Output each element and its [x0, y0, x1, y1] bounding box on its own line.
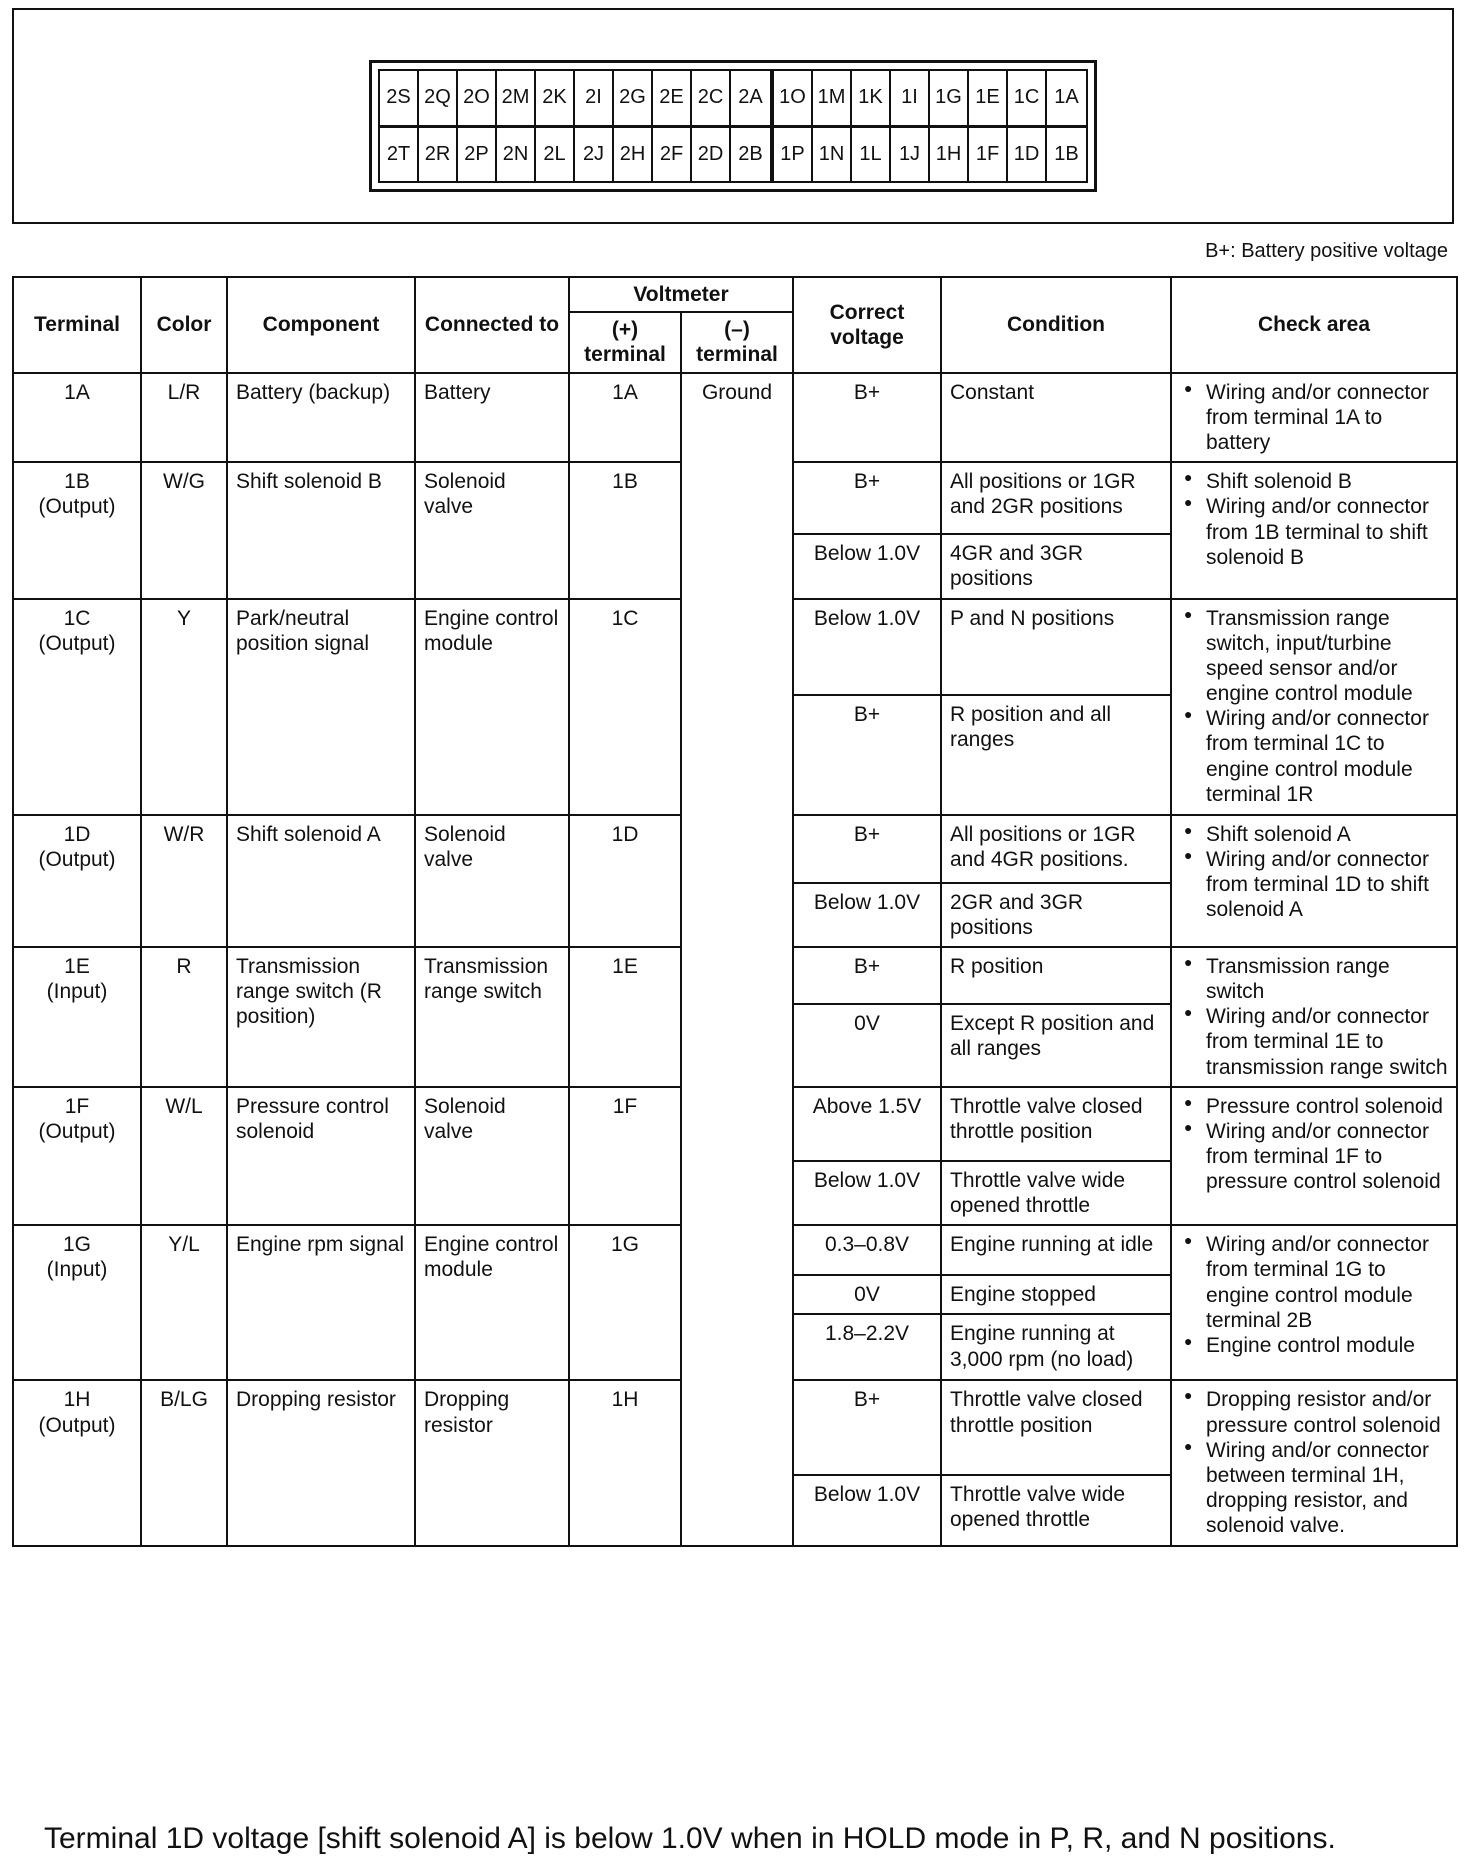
connector-pin: 1J: [891, 128, 930, 182]
connector-pin-grid: [378, 69, 1088, 183]
correct-voltage-cell: B+: [793, 1380, 941, 1475]
correct-voltage-cell: 1.8–2.2V: [793, 1314, 941, 1380]
connector-pin: 1M: [813, 71, 852, 125]
terminal-io: (Output): [38, 631, 116, 655]
check-area-cell: [1171, 1380, 1457, 1545]
connector-pin: 1B: [1054, 142, 1079, 165]
connector-pin: 1O: [774, 71, 813, 125]
terminal-cell: [13, 462, 141, 598]
condition-cell: Throttle valve closed throttle position: [941, 1380, 1171, 1475]
condition-cell: All positions or 1GR and 4GR positions.: [941, 815, 1171, 883]
plus-terminal-cell: 1C: [569, 599, 681, 815]
connected-to-cell: Solenoid valve: [415, 462, 569, 598]
correct-voltage-cell: 0.3–0.8V: [793, 1225, 941, 1275]
color-cell: Y: [141, 599, 227, 815]
component-cell: Engine rpm signal: [227, 1225, 415, 1380]
connector-pin: 1F: [969, 128, 1008, 182]
header-connected-to: Connected to: [415, 277, 569, 373]
header-plus-terminal: (+) terminal: [569, 312, 681, 372]
check-area-cell: [1171, 815, 1457, 947]
terminal-io: (Input): [46, 980, 108, 1004]
terminal-cell: [13, 599, 141, 815]
color-cell: W/R: [141, 815, 227, 947]
check-area-item: ● Wiring and/or connector from terminal 1G to engine control module terminal 2B: [1180, 1232, 1448, 1333]
header-color: Color: [141, 277, 227, 373]
color-cell: W/G: [141, 462, 227, 598]
correct-voltage-cell: B+: [793, 815, 941, 883]
connector-pin: 1G: [930, 71, 969, 125]
check-area-item: ● Dropping resistor and/or pressure control solenoid: [1180, 1387, 1448, 1437]
header-terminal: Terminal: [13, 277, 141, 373]
correct-voltage-cell: Below 1.0V: [793, 883, 941, 947]
header-correct-voltage: Correct voltage: [793, 277, 941, 373]
check-area-list: [1180, 954, 1448, 1080]
connector-pin: 2T: [380, 128, 419, 182]
terminal-id: 1H: [63, 1388, 91, 1412]
connector-pin: 2H: [614, 128, 653, 182]
condition-cell: Engine running at 3,000 rpm (no load): [941, 1314, 1171, 1380]
terminal-io: (Output): [38, 1120, 116, 1143]
terminal-id: 1C: [63, 606, 91, 630]
check-area-item: ● Wiring and/or connector from terminal 1C to engine control module terminal 1R: [1180, 706, 1448, 807]
connector-pin: 2Q: [419, 71, 458, 125]
check-area-list: [1180, 1094, 1448, 1195]
connector-pin: 1A: [1054, 86, 1079, 109]
header-row: [13, 277, 1457, 312]
check-area-cell: [1171, 462, 1457, 598]
check-area-cell: [1171, 947, 1457, 1087]
plus-terminal-cell: 1B: [569, 462, 681, 598]
component-cell: Dropping resistor: [227, 1380, 415, 1545]
header-check-area: Check area: [1171, 277, 1457, 373]
connector-pin: 2C: [692, 71, 731, 125]
condition-cell: Throttle valve closed throttle position: [941, 1087, 1171, 1161]
terminal-voltage-table: [12, 276, 1458, 1547]
condition-cell: R position: [941, 947, 1171, 1004]
connector-row-bottom-right: [774, 128, 1086, 182]
connector-pin: 2F: [653, 128, 692, 182]
color-cell: L/R: [141, 373, 227, 463]
check-area-cell: [1171, 1087, 1457, 1225]
check-area-list: [1180, 1232, 1448, 1358]
color-cell: Y/L: [141, 1225, 227, 1380]
check-area-item: ● Transmission range switch, input/turbine speed sensor and/or engine control module: [1180, 606, 1448, 707]
connector-pin: 2P: [458, 128, 497, 182]
check-area-item: ● Wiring and/or connector from terminal 1F to pressure control solenoid: [1180, 1119, 1448, 1195]
component-cell: Transmission range switch (R position): [227, 947, 415, 1087]
connector-pin: 1C: [1008, 71, 1047, 125]
terminal-id: 1A: [64, 380, 90, 404]
terminal-io: (Output): [38, 495, 116, 519]
condition-cell: Except R position and all ranges: [941, 1004, 1171, 1087]
connected-to-cell: Solenoid valve: [415, 1087, 569, 1225]
plus-terminal-cell: 1H: [569, 1380, 681, 1545]
connector-row-top-left: [380, 71, 770, 128]
connector-pin: 2D: [692, 128, 731, 182]
header-minus-terminal: (–) terminal: [681, 312, 793, 372]
terminal-io: (Output): [38, 1413, 116, 1437]
plus-terminal-cell: 1A: [569, 373, 681, 463]
color-cell: W/L: [141, 1087, 227, 1225]
check-area-list: [1180, 469, 1448, 570]
check-area-cell: [1171, 373, 1457, 463]
terminal-cell: [13, 373, 141, 463]
terminal-cell: [13, 1087, 141, 1225]
terminal-id: 1E: [64, 954, 90, 978]
connector-pin: 2O: [458, 71, 497, 125]
connector-pin: 1L: [852, 128, 891, 182]
connected-to-cell: Solenoid valve: [415, 815, 569, 947]
connected-to-cell: Engine control module: [415, 1225, 569, 1380]
correct-voltage-cell: B+: [793, 947, 941, 1004]
terminal-cell: [13, 1380, 141, 1545]
check-area-item: ● Wiring and/or connector between terminal 1H, dropping resistor, and solenoid valve.: [1180, 1438, 1448, 1539]
connector-pin: 2B: [738, 142, 763, 165]
terminal-id: 1G: [62, 1233, 91, 1257]
check-area-list: [1180, 1387, 1448, 1538]
condition-cell: Throttle valve wide opened throttle: [941, 1161, 1171, 1225]
correct-voltage-cell: 0V: [793, 1004, 941, 1087]
check-area-item: ● Transmission range switch: [1180, 954, 1448, 1004]
table-body: [13, 373, 1457, 1546]
check-area-list: [1180, 606, 1448, 808]
connector-pin: 1I: [891, 71, 930, 125]
condition-cell: Engine running at idle: [941, 1225, 1171, 1275]
plus-terminal-cell: 1E: [569, 947, 681, 1087]
connector-diagram-panel: [12, 8, 1454, 224]
terminal-cell: [13, 947, 141, 1087]
component-cell: Shift solenoid A: [227, 815, 415, 947]
check-area-item: ● Wiring and/or connector from terminal 1E to transmission range switch: [1180, 1004, 1448, 1080]
header-condition: Condition: [941, 277, 1171, 373]
check-area-item: ● Pressure control solenoid: [1180, 1094, 1448, 1119]
condition-cell: R position and all ranges: [941, 695, 1171, 815]
connector-pin: 1P: [774, 128, 813, 182]
connected-to-cell: Battery: [415, 373, 569, 463]
correct-voltage-cell: B+: [793, 695, 941, 815]
correct-voltage-cell: B+: [793, 462, 941, 534]
terminal-io: (Output): [38, 847, 116, 871]
condition-cell: Throttle valve wide opened throttle: [941, 1475, 1171, 1545]
correct-voltage-cell: Below 1.0V: [793, 599, 941, 695]
check-area-item: ● Engine control module: [1180, 1333, 1448, 1358]
connector-pin: 2K: [536, 71, 575, 125]
condition-cell: 2GR and 3GR positions: [941, 883, 1171, 947]
terminal-io: (Input): [46, 1258, 108, 1282]
condition-cell: P and N positions: [941, 599, 1171, 695]
correct-voltage-cell: Below 1.0V: [793, 1161, 941, 1225]
connector-pin: 2E: [653, 71, 692, 125]
minus-terminal-ground-cell: Ground: [681, 373, 793, 1546]
connected-to-cell: Dropping resistor: [415, 1380, 569, 1545]
connected-to-cell: Transmission range switch: [415, 947, 569, 1087]
terminal-id: 1F: [64, 1094, 90, 1118]
legend-note: B+: Battery positive voltage: [1205, 240, 1448, 262]
plus-terminal-cell: 1D: [569, 815, 681, 947]
condition-cell: 4GR and 3GR positions: [941, 534, 1171, 598]
correct-voltage-cell: 0V: [793, 1275, 941, 1314]
check-area-cell: [1171, 1225, 1457, 1380]
connector-pin: 2G: [614, 71, 653, 125]
connector-pin: 2I: [575, 71, 614, 125]
condition-cell: Engine stopped: [941, 1275, 1171, 1314]
connector-block-2: [380, 71, 774, 181]
check-area-item: ● Wiring and/or connector from terminal 1A to battery: [1180, 380, 1448, 456]
check-area-item: ● Wiring and/or connector from terminal 1D to shift solenoid A: [1180, 847, 1448, 923]
terminal-cell: [13, 1225, 141, 1380]
connector-pin: 1E: [969, 71, 1008, 125]
condition-cell: Constant: [941, 373, 1171, 463]
correct-voltage-cell: Below 1.0V: [793, 1475, 941, 1545]
correct-voltage-cell: Below 1.0V: [793, 534, 941, 598]
connector-pin: 1D: [1008, 128, 1047, 182]
connector-row-top-right: [774, 71, 1086, 128]
plus-terminal-cell: 1G: [569, 1225, 681, 1380]
component-cell: Battery (backup): [227, 373, 415, 463]
connector-pin: 2J: [575, 128, 614, 182]
condition-cell: All positions or 1GR and 2GR positions: [941, 462, 1171, 534]
connector-block-1: [774, 71, 1086, 181]
connector-pin: 2M: [497, 71, 536, 125]
color-cell: R: [141, 947, 227, 1087]
connector-pin: 2A: [738, 86, 763, 109]
table-row: [13, 373, 1457, 463]
component-cell: Shift solenoid B: [227, 462, 415, 598]
connector-pin: 2R: [419, 128, 458, 182]
color-cell: B/LG: [141, 1380, 227, 1545]
connector-pin: 2S: [380, 71, 419, 125]
plus-terminal-cell: 1F: [569, 1087, 681, 1225]
footer-note: Terminal 1D voltage [shift solenoid A] is below 1.0V when in HOLD mode in P, R, and N positions.: [44, 1822, 1336, 1855]
component-cell: Park/neutral position signal: [227, 599, 415, 815]
connector-pin: 1H: [930, 128, 969, 182]
connector-pin: 1N: [813, 128, 852, 182]
terminal-cell: [13, 815, 141, 947]
connector-row-bottom-left: [380, 128, 770, 182]
check-area-item: ● Shift solenoid A: [1180, 822, 1448, 847]
connector-pin: 1K: [852, 71, 891, 125]
header-voltmeter: Voltmeter: [569, 277, 793, 312]
terminal-id: 1D: [63, 822, 91, 846]
check-area-list: [1180, 380, 1448, 456]
check-area-list: [1180, 822, 1448, 923]
correct-voltage-cell: B+: [793, 373, 941, 463]
connector-pin: 2L: [536, 128, 575, 182]
check-area-cell: [1171, 599, 1457, 815]
terminal-id: 1B: [64, 470, 90, 494]
correct-voltage-cell: Above 1.5V: [793, 1087, 941, 1161]
component-cell: Pressure control solenoid: [227, 1087, 415, 1225]
header-component: Component: [227, 277, 415, 373]
connector-face: [369, 60, 1097, 192]
connector-pin: 2N: [497, 128, 536, 182]
check-area-item: ● Wiring and/or connector from 1B terminal to shift solenoid B: [1180, 494, 1448, 570]
connected-to-cell: Engine control module: [415, 599, 569, 815]
check-area-item: ● Shift solenoid B: [1180, 469, 1448, 494]
